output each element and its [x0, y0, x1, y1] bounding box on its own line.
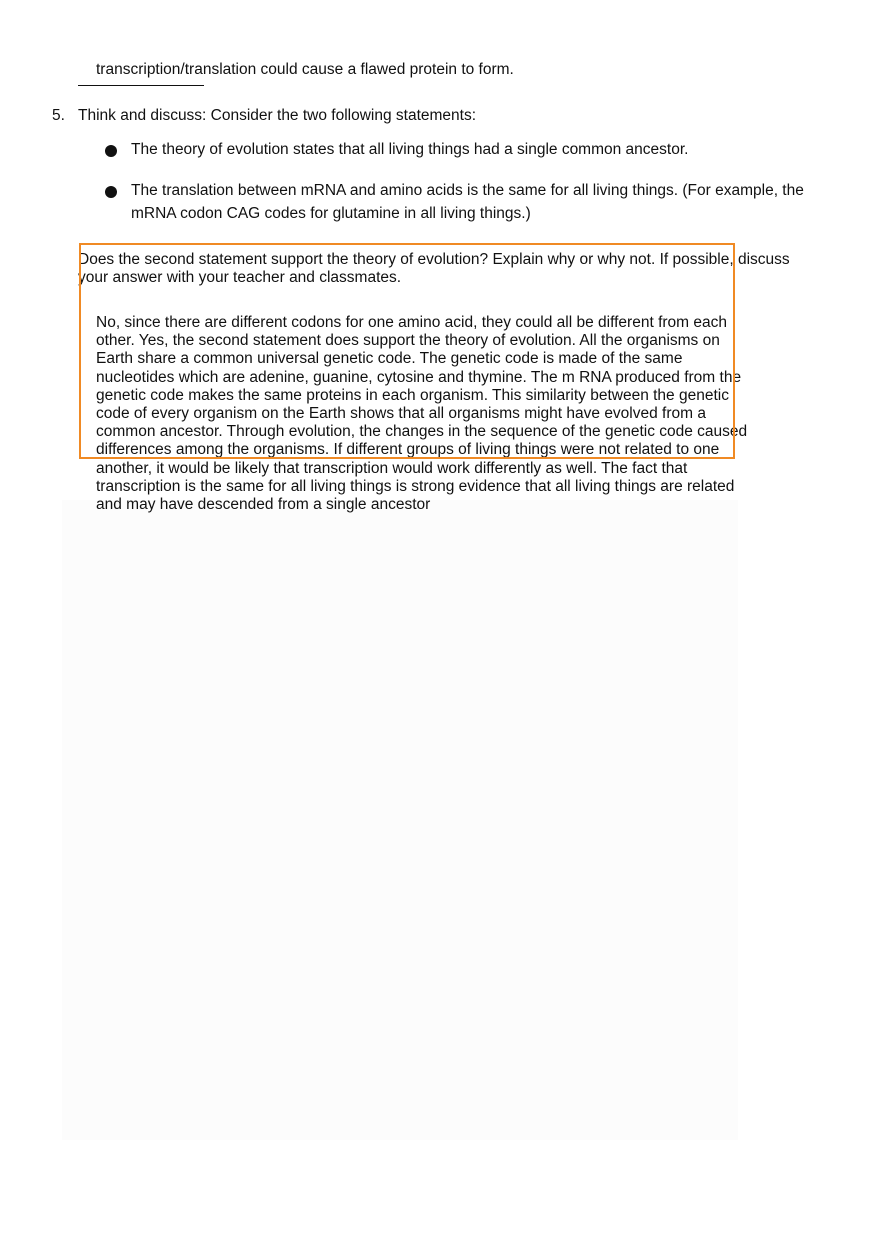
underline-rule: [78, 85, 204, 86]
discussion-prompt: Does the second statement support the theory of evolution? Explain why or why not. If possible, discuss your answer with your teacher and classmates.: [78, 251, 790, 286]
question-number: 5.: [52, 107, 65, 124]
student-answer[interactable]: No, since there are different codons for one amino acid, they could all be different from each other. Yes, the second statement does support the theory of evolution. All the organisms on Earth share a common universal genetic code. The genetic code is made of the same nucleotides which are adenine, guanine, cytosine and thymine. The m RNA produced from the genetic code makes the same proteins in each organism. This similarity between the genetic code of every organism on the Earth shows that all organisms might have evolved from a common ancestor. Through evolution, the changes in the sequence of the genetic code caused differences among the organisms. If different groups of living things were not related to one another, it would be likely that transcription would work differently as well. The fact that transcription is the same for all living things is strong evidence that all living things are related and may have descended from a single ancestor: [96, 314, 748, 514]
answer-area-background: [62, 500, 738, 1140]
bullet-icon: [105, 145, 117, 157]
question-intro: Think and discuss: Consider the two following statements:: [78, 107, 477, 124]
statement-1: The theory of evolution states that all living things had a single common ancestor.: [131, 141, 689, 158]
bullet-icon: [105, 186, 117, 198]
previous-item-continuation: transcription/translation could cause a flawed protein to form.: [96, 61, 514, 78]
statement-2: The translation between mRNA and amino acids is the same for all living things. (For example, the mRNA codon CAG codes for glutamine in all living things.): [131, 182, 804, 222]
